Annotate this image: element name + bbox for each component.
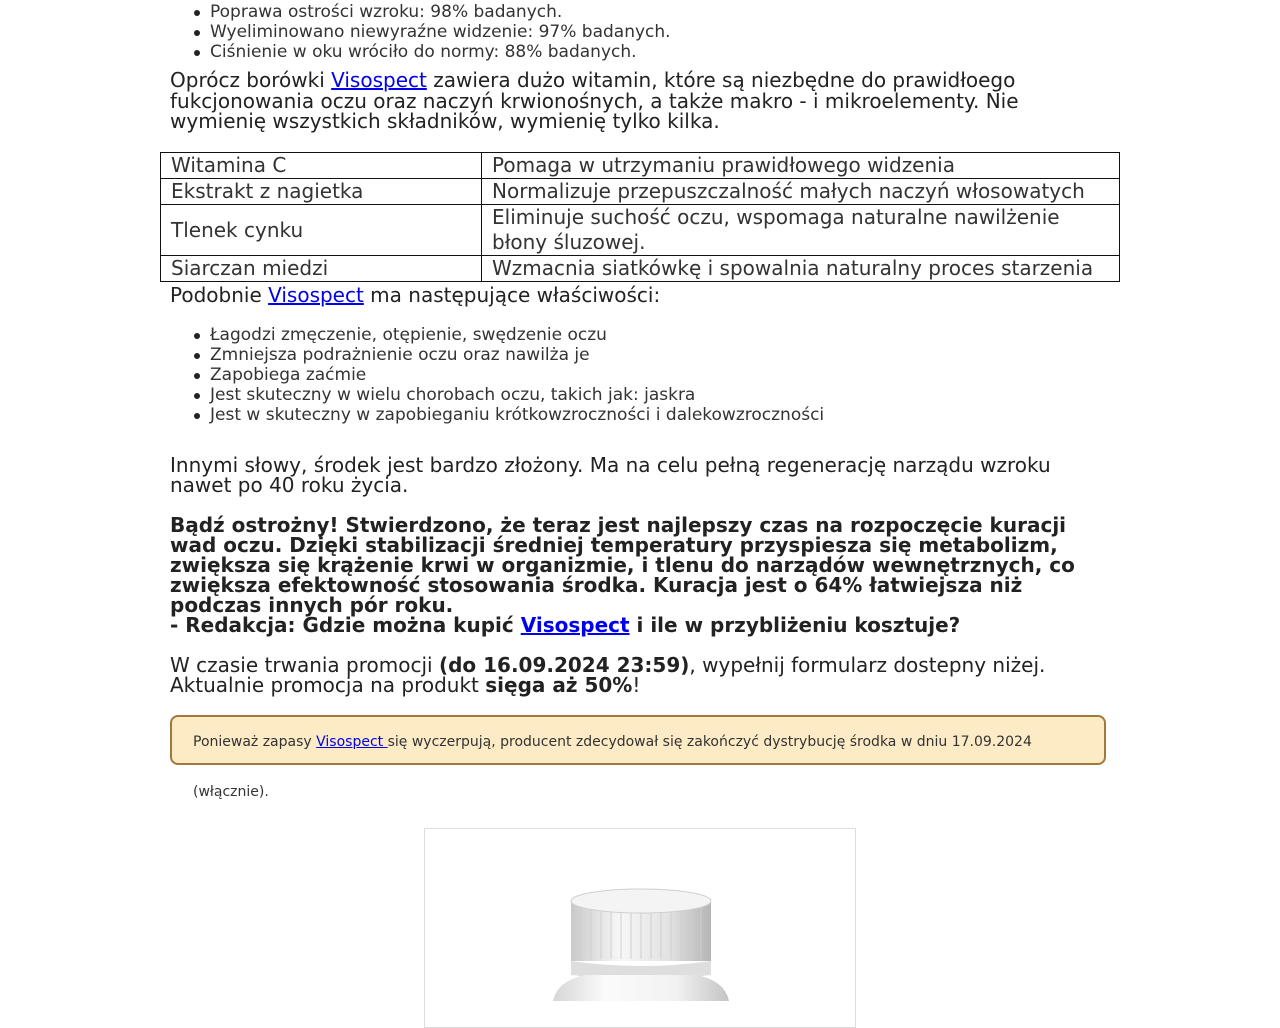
list-item: Zmniejsza podrażnienie oczu oraz nawilża je xyxy=(210,345,824,365)
table-row xyxy=(161,153,1120,179)
visospect-link[interactable]: Visospect xyxy=(520,613,630,637)
list-item: Jest w skuteczny w zapobieganiu krótkowzroczności i dalekowzroczności xyxy=(210,405,825,425)
similar-paragraph xyxy=(170,283,660,307)
promo-text: ! xyxy=(632,673,641,697)
ingredient-name: Ekstrakt z nagietka xyxy=(161,179,482,205)
ingredient-effect: Eliminuje suchość oczu, wspomaga naturalne nawilżenie błony śluzowej. xyxy=(482,205,1120,256)
ingredient-effect: Wzmacnia siatkówkę i spowalnia naturalny proces starzenia xyxy=(482,256,1120,282)
list-item: Poprawa ostrości wzroku: 98% badanych. xyxy=(210,2,671,22)
promo-text: , wypełnij formularz dostepny niżej. Aktualnie promocja na produkt xyxy=(170,653,1046,697)
product-image xyxy=(424,828,856,1028)
notice-text-after: się wyczerpują, producent zdecydował się zakończyć dystrybucję środka w dniu 17.09.2024 (włącznie). xyxy=(193,734,1032,800)
table-row xyxy=(161,179,1120,205)
question-text-before: - Redakcja: Gdzie można kupić xyxy=(170,613,521,637)
question-heading xyxy=(170,615,1115,635)
intro-text-after: zawiera dużo witamin, które są niezbędne do prawidłoego fukcjonowania oczu oraz naczyń krwionośnych, a także makro - i mikroelementy. Nie wymienię wszystkich składników, wymienię tylko kilka. xyxy=(170,68,1019,133)
ingredient-name: Siarczan miedzi xyxy=(161,256,482,282)
ingredient-name: Tlenek cynku xyxy=(161,205,482,256)
visospect-link[interactable]: Visospect xyxy=(331,68,427,92)
summary-paragraph: Innymi słowy, środek jest bardzo złożony. Ma na celu pełną regenerację narządu wzroku nawet po 40 roku życia. xyxy=(170,453,1051,497)
similar-text-before: Podobnie xyxy=(170,283,269,307)
list-item: Jest skuteczny w wielu chorobach oczu, takich jak: jaskra xyxy=(210,385,824,405)
stats-list xyxy=(210,2,671,62)
properties-list xyxy=(210,325,824,425)
question-text-after: i ile w przybliżeniu kosztuje? xyxy=(629,613,961,637)
visospect-link[interactable]: Visospect xyxy=(316,734,388,750)
list-item: Ciśnienie w oku wróciło do normy: 88% badanych. xyxy=(210,42,671,62)
list-item: Wyeliminowano niewyraźne widzenie: 97% badanych. xyxy=(210,22,671,42)
ingredient-effect: Pomaga w utrzymaniu prawidłowego widzenia xyxy=(482,153,1120,179)
ingredients-table xyxy=(160,152,1120,282)
intro-text-before: Oprócz borówki xyxy=(170,68,332,92)
list-item: Łagodzi zmęczenie, otępienie, swędzenie oczu xyxy=(210,325,824,345)
intro-paragraph xyxy=(170,70,1110,132)
stock-notice-box xyxy=(170,715,1106,800)
notice-text-before: Ponieważ zapasy xyxy=(193,734,317,750)
ingredient-effect: Normalizuje przepuszczalność małych naczyń włosowatych xyxy=(482,179,1120,205)
promo-text: W czasie trwania promocji xyxy=(170,653,439,677)
warning-paragraph: Bądź ostrożny! Stwierdzono, że teraz jest najlepszy czas na rozpoczęcie kuracji wad oczu. Dzięki stabilizacji średniej temperatury przyspiesza się metabolizm, zwiększa się krążenie krwi w organizmie, i tlenu do narządów wewnętrznych, co zwiększa efektowność stosowania środka. Kuracja jest o 64% łatwiejsza niż podczas innych pór roku. xyxy=(170,513,1075,617)
list-item: Zapobiega zaćmie xyxy=(210,365,824,385)
ingredient-name: Witamina C xyxy=(161,153,482,179)
table-row xyxy=(161,256,1120,282)
product-bottle-image xyxy=(425,829,857,1001)
similar-text-after: ma następujące właściwości: xyxy=(363,283,661,307)
promo-discount: sięga aż 50% xyxy=(485,673,633,697)
visospect-link[interactable]: Visospect xyxy=(268,283,364,307)
promo-date: (do 16.09.2024 23:59) xyxy=(438,653,690,677)
promo-paragraph xyxy=(170,655,1115,695)
table-row xyxy=(161,205,1120,256)
